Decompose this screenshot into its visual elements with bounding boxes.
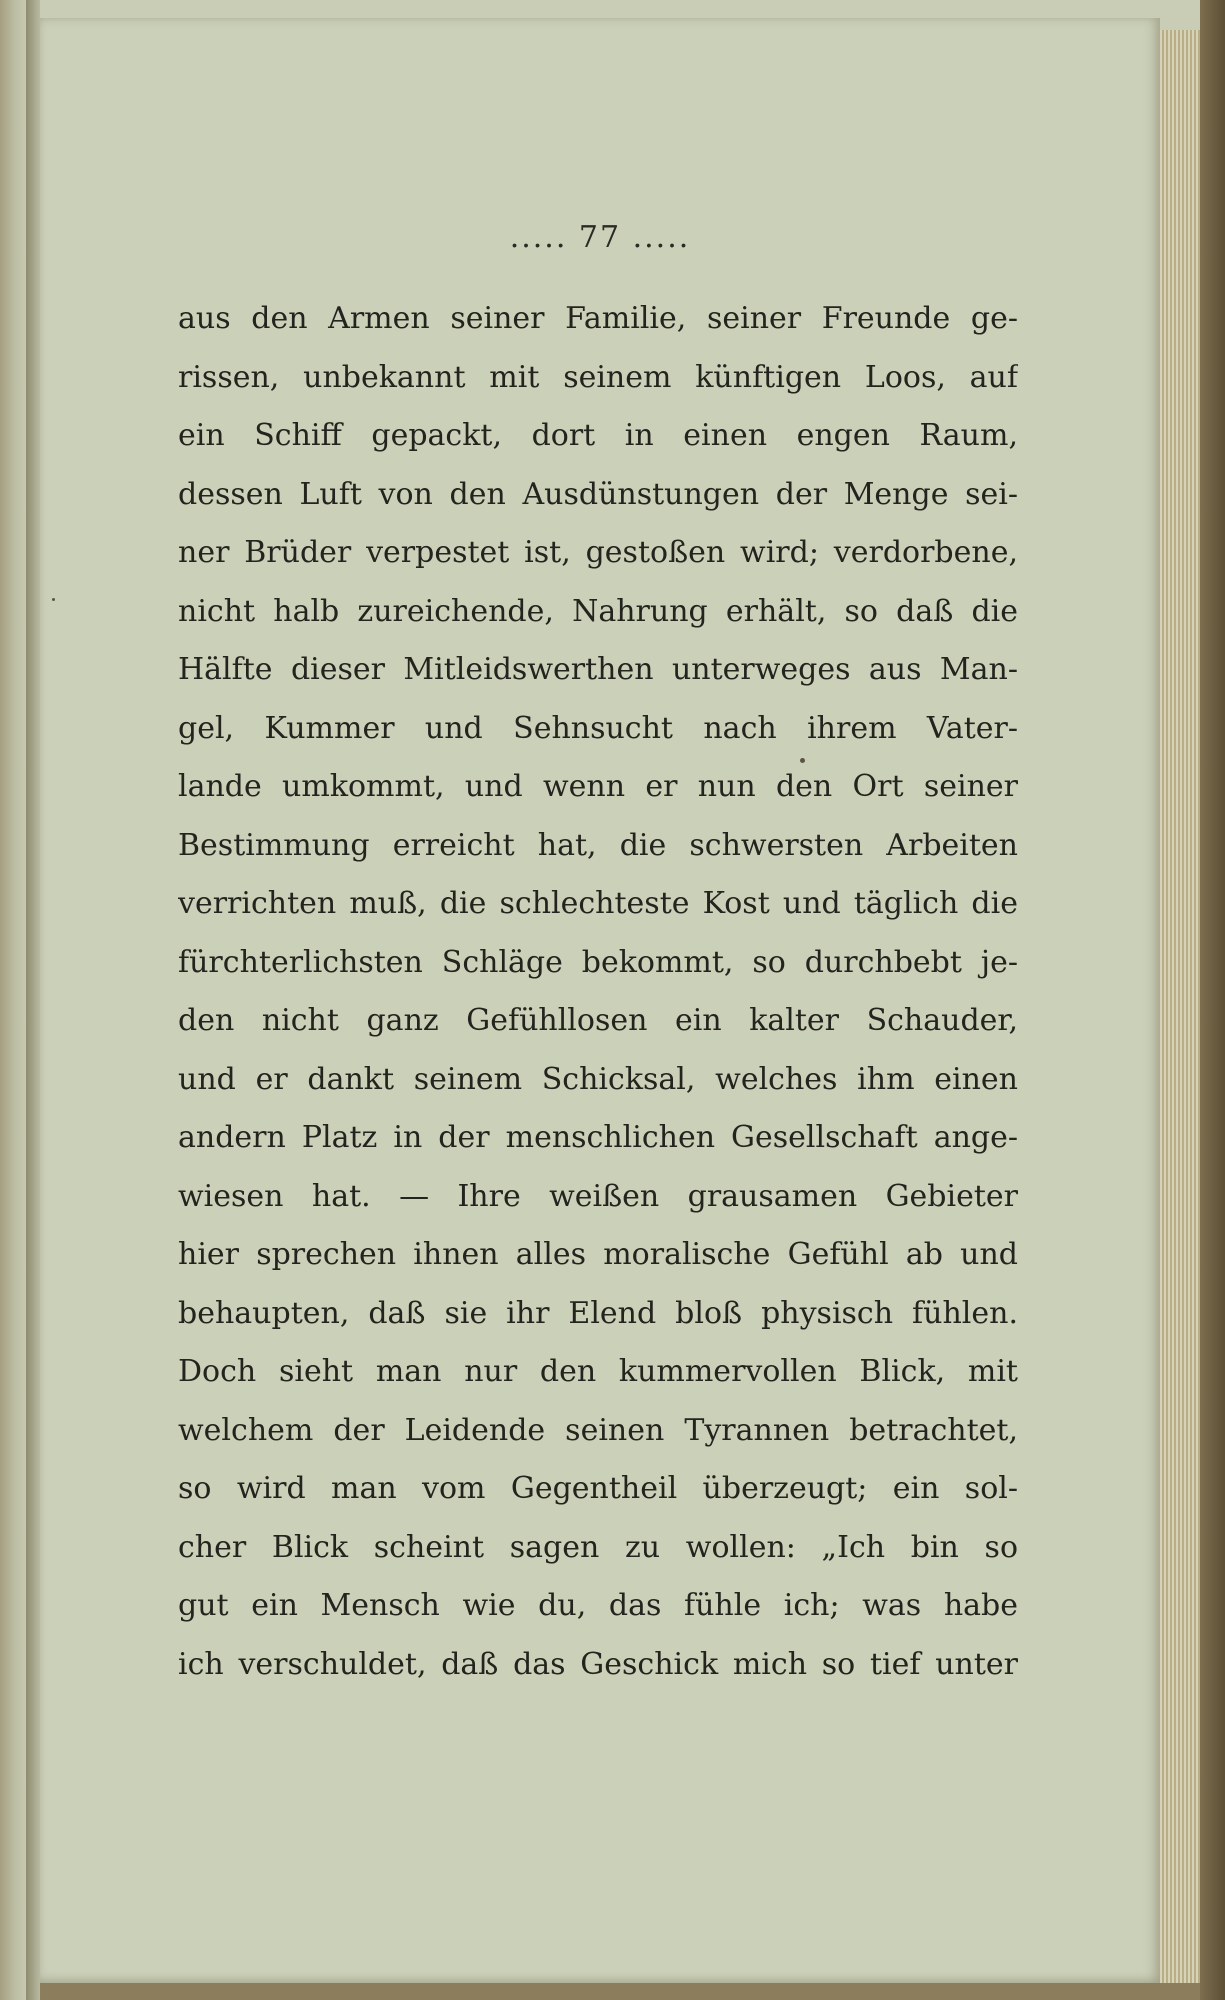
- text-line: aus den Armen seiner Familie, seiner Freunde ge-: [178, 301, 1018, 336]
- text-line: behaupten, daß sie ihr Elend bloß physisch fühlen.: [178, 1295, 1018, 1331]
- text-line: den nicht ganz Gefühllosen ein kalter Schauder,: [178, 1003, 1018, 1038]
- text-line: fürchterlichsten Schläge bekommt, so durchbebt je-: [178, 944, 1018, 980]
- left-page-edge: [0, 0, 26, 2000]
- text-line: ner Brüder verpestet ist, gestoßen wird; verdorbene,: [178, 535, 1018, 570]
- page-stack-edges: [1160, 30, 1200, 1985]
- text-line: wiesen hat. — Ihre weißen grausamen Gebieter: [178, 1178, 1018, 1214]
- text-line: ich verschuldet, daß das Geschick mich so tief unter: [178, 1646, 1018, 1682]
- text-line: Hälfte dieser Mitleidswerthen unterweges aus Man-: [178, 652, 1018, 687]
- text-line: ein Schiff gepackt, dort in einen engen Raum,: [178, 418, 1018, 453]
- text-line: Bestimmung erreicht hat, die schwersten Arbeiten: [178, 827, 1018, 863]
- text-line: gut ein Mensch wie du, das fühle ich; was habe: [178, 1588, 1018, 1623]
- text-line: verrichten muß, die schlechteste Kost und täglich die: [178, 886, 1018, 921]
- text-line: nicht halb zureichende, Nahrung erhält, so daß die: [178, 593, 1018, 629]
- text-line: und er dankt seinem Schicksal, welches ihm einen: [178, 1061, 1018, 1097]
- book-cover-edge: [1200, 0, 1225, 2000]
- text-line: hier sprechen ihnen alles moralische Gefühl ab und: [178, 1237, 1018, 1272]
- bottom-book-edge: [40, 1983, 1200, 2000]
- text-line: Doch sieht man nur den kummervollen Blick, mit: [178, 1354, 1018, 1389]
- page-number-header: ..... 77 .....: [509, 220, 691, 255]
- text-line: so wird man vom Gegentheil überzeugt; ein sol-: [178, 1471, 1018, 1506]
- text-line: dessen Luft von den Ausdünstungen der Menge sei-: [178, 476, 1018, 512]
- text-line: rissen, unbekannt mit seinem künftigen Loos, auf: [178, 359, 1018, 395]
- body-text: [178, 290, 1018, 1694]
- paper-speck: [800, 758, 805, 763]
- book-gutter: [26, 0, 40, 2000]
- text-line: andern Platz in der menschlichen Gesellschaft ange-: [178, 1120, 1018, 1155]
- text-line: gel, Kummer und Sehnsucht nach ihrem Vater-: [178, 710, 1018, 746]
- text-line: welchem der Leidende seinen Tyrannen betrachtet,: [178, 1412, 1018, 1448]
- text-line: lande umkommt, und wenn er nun den Ort seiner: [178, 769, 1018, 804]
- paper-speck: [52, 598, 55, 601]
- text-line: cher Blick scheint sagen zu wollen: „Ich bin so: [178, 1529, 1018, 1565]
